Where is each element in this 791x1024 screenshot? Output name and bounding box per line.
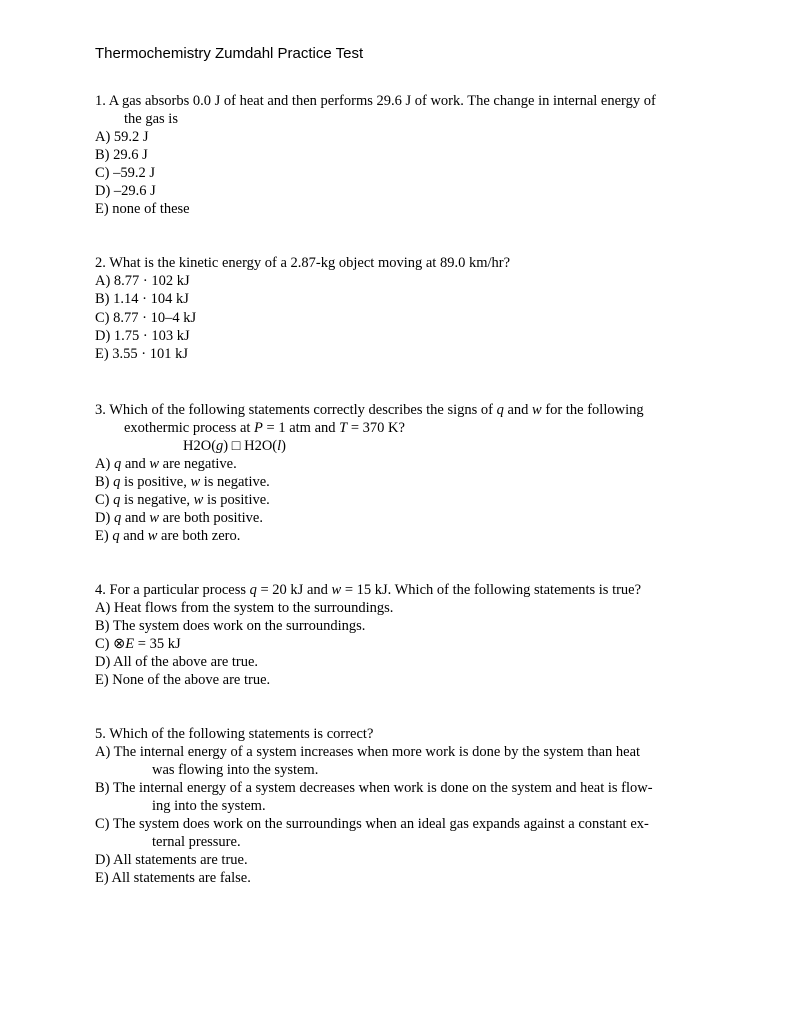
question-3-option-d: D) q and w are both positive. (95, 510, 263, 526)
question-3-equation: H2O(g) □ H2O(l) (183, 438, 287, 454)
question-2-option-b: B) 1.14 · 104 kJ (95, 291, 189, 307)
question-3-option-a: A) q and w are negative. (95, 456, 237, 472)
question-1-option-a: A) 59.2 J (95, 129, 149, 145)
question-4-option-d: D) All of the above are true. (95, 654, 259, 670)
question-5-option-b-cont: ing into the system. (152, 798, 266, 814)
question-2-option-e: E) 3.55 · 101 kJ (95, 346, 189, 362)
question-1-option-c: C) –59.2 J (95, 165, 156, 181)
question-3-option-c: C) q is negative, w is positive. (95, 492, 270, 508)
question-2-option-c: C) 8.77 · 10–4 kJ (95, 310, 197, 326)
page-title: Thermochemistry Zumdahl Practice Test (95, 45, 364, 62)
question-4-option-c: C) ⊗E = 35 kJ (95, 636, 181, 652)
question-3-option-b: B) q is positive, w is negative. (95, 474, 270, 490)
question-5-option-c: C) The system does work on the surroundings when an ideal gas expands against a constant ex- (95, 816, 649, 832)
question-5-option-c-cont: ternal pressure. (152, 834, 241, 850)
question-1-text: 1. A gas absorbs 0.0 J of heat and then performs 29.6 J of work. The change in internal energy of (95, 93, 656, 109)
question-1-option-e: E) none of these (95, 201, 190, 217)
question-2-option-a: A) 8.77 · 102 kJ (95, 273, 190, 289)
question-4-text: 4. For a particular process q = 20 kJ and w = 15 kJ. Which of the following statements is true? (95, 582, 642, 598)
question-4-option-b: B) The system does work on the surroundings. (95, 618, 366, 634)
question-3-text-cont: exothermic process at P = 1 atm and T = 370 K? (124, 420, 405, 436)
question-3-option-e: E) q and w are both zero. (95, 528, 241, 544)
question-3-text: 3. Which of the following statements correctly describes the signs of q and w for the following (95, 402, 644, 418)
question-2-option-d: D) 1.75 · 103 kJ (95, 328, 190, 344)
question-5-option-e: E) All statements are false. (95, 870, 251, 886)
question-1-text-cont: the gas is (124, 111, 178, 127)
question-2-text: 2. What is the kinetic energy of a 2.87-kg object moving at 89.0 km/hr? (95, 255, 511, 271)
question-5-option-a: A) The internal energy of a system increases when more work is done by the system than heat (95, 744, 641, 760)
question-1-option-d: D) –29.6 J (95, 183, 156, 199)
question-5-option-d: D) All statements are true. (95, 852, 248, 868)
question-1-option-b: B) 29.6 J (95, 147, 148, 163)
question-5-text: 5. Which of the following statements is correct? (95, 726, 374, 742)
question-5-option-a-cont: was flowing into the system. (152, 762, 319, 778)
question-4-option-e: E) None of the above are true. (95, 672, 271, 688)
question-4-option-a: A) Heat flows from the system to the surroundings. (95, 600, 394, 616)
question-5-option-b: B) The internal energy of a system decreases when work is done on the system and heat is flow- (95, 780, 653, 796)
